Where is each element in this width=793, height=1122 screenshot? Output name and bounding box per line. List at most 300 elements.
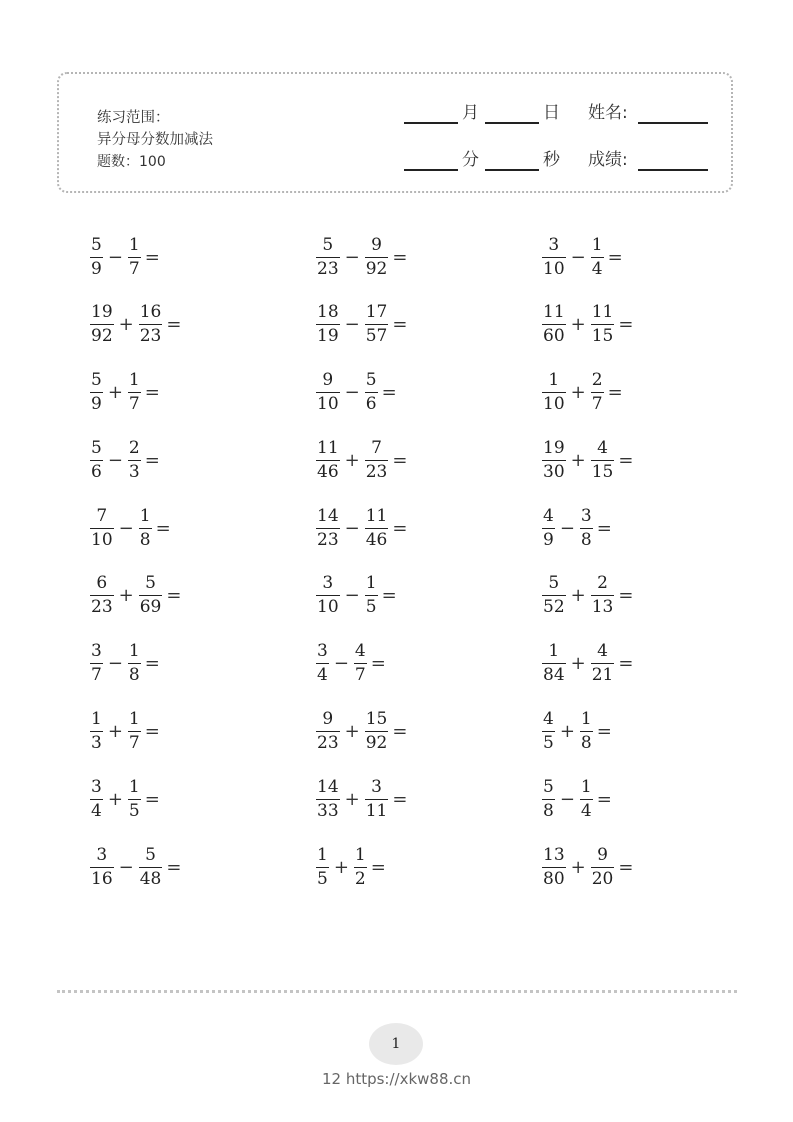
problem-row <box>90 368 768 436</box>
denominator: 8 <box>580 529 592 550</box>
denominator: 3 <box>91 733 102 754</box>
denominator: 5 <box>365 597 377 618</box>
fraction-b <box>365 574 378 617</box>
problem-item <box>90 842 316 892</box>
score-blank[interactable] <box>638 149 708 171</box>
denominator: 6 <box>91 461 102 482</box>
operator: + <box>570 449 586 471</box>
fraction-b <box>591 439 615 482</box>
minute-blank[interactable] <box>404 149 458 171</box>
denominator: 80 <box>543 868 565 889</box>
problem-item <box>542 774 768 824</box>
range-label: 练习范围： <box>97 110 170 126</box>
problem-item <box>542 571 768 621</box>
problem-item <box>316 232 542 282</box>
problem-row <box>90 435 768 503</box>
denominator: 23 <box>91 597 113 618</box>
denominator: 92 <box>365 258 388 279</box>
problem-grid <box>90 232 768 910</box>
numerator: 1 <box>365 573 377 594</box>
denominator: 7 <box>128 733 140 754</box>
denominator: 60 <box>543 326 565 347</box>
numerator: 19 <box>91 302 113 323</box>
operator: + <box>118 314 134 336</box>
operator: + <box>570 585 586 607</box>
denominator: 46 <box>317 461 339 482</box>
denominator: 4 <box>580 800 592 821</box>
fraction-b <box>128 439 141 482</box>
equals-sign: = <box>392 314 408 336</box>
fraction-a <box>542 303 566 346</box>
numerator: 3 <box>317 641 328 662</box>
fraction-b <box>128 710 141 753</box>
numerator: 14 <box>317 776 339 797</box>
month-label: 月 <box>462 103 479 123</box>
denominator: 23 <box>317 258 339 279</box>
problem-item <box>90 707 316 757</box>
numerator: 4 <box>543 709 554 730</box>
denominator: 6 <box>365 394 377 415</box>
equals-sign: = <box>166 314 182 336</box>
operator: + <box>570 856 586 878</box>
numerator: 1 <box>128 234 140 255</box>
denominator: 30 <box>543 461 565 482</box>
operator: − <box>344 585 360 607</box>
denominator: 21 <box>591 665 614 686</box>
denominator: 23 <box>365 461 388 482</box>
denominator: 8 <box>128 665 140 686</box>
numerator: 5 <box>91 437 102 458</box>
fraction-a <box>90 439 103 482</box>
numerator: 11 <box>317 437 339 458</box>
numerator: 4 <box>597 437 608 458</box>
operator: + <box>570 314 586 336</box>
numerator: 5 <box>145 844 156 865</box>
minute-label: 分 <box>462 150 479 170</box>
fraction-a <box>542 710 555 753</box>
fraction-a <box>542 507 555 550</box>
fraction-b <box>128 236 141 279</box>
numerator: 1 <box>580 776 592 797</box>
fraction-a <box>542 236 566 279</box>
equals-sign: = <box>596 517 612 539</box>
denominator: 3 <box>128 461 140 482</box>
numerator: 3 <box>91 641 102 662</box>
numerator: 17 <box>365 302 388 323</box>
numerator: 19 <box>543 437 565 458</box>
equals-sign: = <box>618 449 634 471</box>
denominator: 92 <box>91 326 113 347</box>
numerator: 5 <box>322 234 334 255</box>
denominator: 23 <box>317 733 339 754</box>
fraction-b <box>580 710 593 753</box>
problem-row <box>90 639 768 707</box>
month-blank[interactable] <box>404 102 458 124</box>
numerator: 1 <box>354 844 366 865</box>
problem-item <box>90 368 316 418</box>
denominator: 33 <box>317 800 339 821</box>
numerator: 11 <box>543 302 565 323</box>
fraction-b <box>591 846 615 889</box>
denominator: 15 <box>591 326 614 347</box>
problem-row <box>90 503 768 571</box>
denominator: 52 <box>543 597 565 618</box>
equals-sign: = <box>596 788 612 810</box>
numerator: 9 <box>322 709 334 730</box>
denominator: 4 <box>591 258 603 279</box>
denominator: 2 <box>354 868 366 889</box>
numerator: 1 <box>128 641 140 662</box>
operator: + <box>344 721 360 743</box>
fraction-a <box>90 574 114 617</box>
denominator: 5 <box>317 868 328 889</box>
numerator: 1 <box>91 709 102 730</box>
operator: + <box>570 382 586 404</box>
fraction-b <box>139 303 163 346</box>
equals-sign: = <box>370 653 386 675</box>
fraction-a <box>316 303 340 346</box>
numerator: 3 <box>91 776 102 797</box>
numerator: 14 <box>317 505 339 526</box>
numerator: 3 <box>371 776 382 797</box>
numerator: 1 <box>128 709 140 730</box>
denominator: 10 <box>317 394 339 415</box>
denominator: 15 <box>591 461 614 482</box>
equals-sign: = <box>618 314 634 336</box>
denominator: 9 <box>543 529 554 550</box>
denominator: 84 <box>543 665 565 686</box>
numerator: 1 <box>317 844 328 865</box>
problem-row <box>90 774 768 842</box>
equals-sign: = <box>144 788 160 810</box>
denominator: 7 <box>591 394 603 415</box>
operator: + <box>570 653 586 675</box>
equals-sign: = <box>155 517 171 539</box>
topic-title: 异分母分数加减法 <box>97 132 213 148</box>
operator: − <box>344 382 360 404</box>
problem-item <box>316 435 542 485</box>
numerator: 7 <box>96 505 108 526</box>
fraction-b <box>591 303 615 346</box>
operator: − <box>107 449 123 471</box>
operator: + <box>107 382 123 404</box>
problem-item <box>90 571 316 621</box>
equals-sign: = <box>144 246 160 268</box>
fraction-a <box>90 236 103 279</box>
denominator: 8 <box>580 733 592 754</box>
denominator: 10 <box>543 394 565 415</box>
problem-item <box>90 300 316 350</box>
equals-sign: = <box>392 246 408 268</box>
operator: + <box>559 721 575 743</box>
problem-item <box>90 774 316 824</box>
denominator: 10 <box>317 597 339 618</box>
numerator: 3 <box>96 844 108 865</box>
fraction-a <box>316 642 329 685</box>
denominator: 23 <box>139 326 162 347</box>
name-blank[interactable] <box>638 102 708 124</box>
equals-sign: = <box>144 382 160 404</box>
day-blank[interactable] <box>485 102 539 124</box>
numerator: 5 <box>91 234 102 255</box>
fraction-a <box>542 642 566 685</box>
operator: − <box>344 314 360 336</box>
equals-sign: = <box>618 585 634 607</box>
denominator: 57 <box>365 326 388 347</box>
denominator: 4 <box>91 800 102 821</box>
equals-sign: = <box>607 246 623 268</box>
equals-sign: = <box>144 653 160 675</box>
denominator: 7 <box>354 665 366 686</box>
fraction-b <box>354 846 367 889</box>
equals-sign: = <box>596 721 612 743</box>
numerator: 5 <box>91 370 102 391</box>
numerator: 9 <box>322 370 334 391</box>
denominator: 5 <box>543 733 554 754</box>
numerator: 2 <box>597 573 608 594</box>
fraction-a <box>316 507 340 550</box>
denominator: 23 <box>317 529 339 550</box>
date-name-row <box>404 98 724 124</box>
problem-row <box>90 232 768 300</box>
denominator: 46 <box>365 529 388 550</box>
problem-item <box>542 842 768 892</box>
operator: − <box>559 788 575 810</box>
operator: − <box>107 246 123 268</box>
numerator: 16 <box>139 302 162 323</box>
fraction-a <box>90 846 114 889</box>
second-label: 秒 <box>543 150 560 170</box>
numerator: 2 <box>591 370 603 391</box>
operator: + <box>344 788 360 810</box>
numerator: 6 <box>96 573 108 594</box>
fraction-a <box>90 303 114 346</box>
time-score-row <box>404 145 724 171</box>
fraction-b <box>139 846 163 889</box>
operator: − <box>570 246 586 268</box>
equals-sign: = <box>166 585 182 607</box>
equals-sign: = <box>607 382 623 404</box>
fraction-b <box>128 642 141 685</box>
equals-sign: = <box>618 856 634 878</box>
numerator: 11 <box>591 302 614 323</box>
numerator: 3 <box>548 234 560 255</box>
denominator: 20 <box>591 868 614 889</box>
operator: + <box>344 449 360 471</box>
operator: − <box>107 653 123 675</box>
fraction-b <box>365 778 389 821</box>
operator: + <box>107 721 123 743</box>
equals-sign: = <box>618 653 634 675</box>
numerator: 1 <box>548 370 560 391</box>
student-fields <box>404 98 724 192</box>
page-number-badge: 1 <box>369 1023 423 1065</box>
problem-row <box>90 300 768 368</box>
problem-item <box>542 435 768 485</box>
denominator: 4 <box>317 665 328 686</box>
fraction-b <box>365 439 389 482</box>
equals-sign: = <box>370 856 386 878</box>
fraction-a <box>316 236 340 279</box>
denominator: 9 <box>91 258 102 279</box>
numerator: 1 <box>128 776 140 797</box>
numerator: 2 <box>128 437 140 458</box>
fraction-a <box>316 371 340 414</box>
second-blank[interactable] <box>485 149 539 171</box>
denominator: 13 <box>591 597 614 618</box>
problem-item <box>316 842 542 892</box>
problem-item <box>316 571 542 621</box>
problem-item <box>90 639 316 689</box>
fraction-b <box>365 236 389 279</box>
fraction-a <box>316 710 340 753</box>
denominator: 7 <box>128 258 140 279</box>
problem-item <box>316 639 542 689</box>
denominator: 16 <box>91 868 113 889</box>
numerator: 4 <box>597 641 608 662</box>
numerator: 5 <box>548 573 560 594</box>
fraction-a <box>316 778 340 821</box>
operator: + <box>107 788 123 810</box>
problem-item <box>316 774 542 824</box>
problem-item <box>542 639 768 689</box>
equals-sign: = <box>392 721 408 743</box>
fraction-b <box>365 371 378 414</box>
fraction-a <box>542 778 555 821</box>
fraction-b <box>365 507 389 550</box>
fraction-a <box>90 778 103 821</box>
denominator: 8 <box>139 529 151 550</box>
denominator: 10 <box>91 529 113 550</box>
numerator: 1 <box>139 505 151 526</box>
numerator: 3 <box>580 505 592 526</box>
fraction-a <box>316 439 340 482</box>
numerator: 1 <box>591 234 603 255</box>
equals-sign: = <box>166 856 182 878</box>
numerator: 13 <box>543 844 565 865</box>
numerator: 9 <box>597 844 608 865</box>
operator: − <box>344 246 360 268</box>
fraction-b <box>591 574 615 617</box>
fraction-b <box>591 236 604 279</box>
fraction-b <box>128 778 141 821</box>
numerator: 3 <box>322 573 334 594</box>
denominator: 7 <box>91 665 102 686</box>
numerator: 9 <box>371 234 382 255</box>
denominator: 9 <box>91 394 102 415</box>
equals-sign: = <box>381 382 397 404</box>
problem-item <box>316 707 542 757</box>
operator: − <box>559 517 575 539</box>
fraction-b <box>139 574 163 617</box>
name-label: 姓名: <box>588 103 628 123</box>
numerator: 1 <box>548 641 560 662</box>
problem-item <box>316 503 542 553</box>
problem-item <box>316 300 542 350</box>
problem-item <box>542 368 768 418</box>
fraction-a <box>542 439 566 482</box>
fraction-a <box>542 846 566 889</box>
fraction-a <box>90 371 103 414</box>
day-label: 日 <box>543 103 560 123</box>
fraction-b <box>580 778 593 821</box>
numerator: 5 <box>145 573 156 594</box>
problem-row <box>90 571 768 639</box>
problem-item <box>542 707 768 757</box>
operator: + <box>333 856 349 878</box>
numerator: 4 <box>543 505 554 526</box>
problem-item <box>542 300 768 350</box>
fraction-b <box>128 371 141 414</box>
fraction-b <box>354 642 367 685</box>
footer-divider <box>57 990 737 993</box>
equals-sign: = <box>144 449 160 471</box>
fraction-b <box>139 507 152 550</box>
numerator: 7 <box>371 437 382 458</box>
fraction-b <box>591 371 604 414</box>
problem-item <box>316 368 542 418</box>
numerator: 1 <box>580 709 592 730</box>
score-label: 成绩: <box>588 150 628 170</box>
numerator: 1 <box>128 370 140 391</box>
operator: − <box>333 653 349 675</box>
numerator: 5 <box>543 776 554 797</box>
equals-sign: = <box>392 449 408 471</box>
operator: − <box>344 517 360 539</box>
equals-sign: = <box>392 788 408 810</box>
question-count: 题数：100 <box>97 154 166 170</box>
numerator: 4 <box>354 641 366 662</box>
denominator: 69 <box>139 597 162 618</box>
denominator: 48 <box>139 868 162 889</box>
watermark-text: 12 https://xkw88.cn <box>321 1070 472 1088</box>
fraction-b <box>591 642 615 685</box>
problem-item <box>90 435 316 485</box>
denominator: 8 <box>543 800 554 821</box>
fraction-a <box>90 642 103 685</box>
fraction-b <box>365 303 389 346</box>
fraction-a <box>542 371 566 414</box>
denominator: 19 <box>317 326 339 347</box>
problem-row <box>90 842 768 910</box>
equals-sign: = <box>144 721 160 743</box>
worksheet-header <box>57 72 733 193</box>
numerator: 5 <box>365 370 377 391</box>
problem-item <box>542 232 768 282</box>
worksheet-info <box>97 107 213 173</box>
operator: − <box>118 856 134 878</box>
problem-item <box>90 503 316 553</box>
denominator: 5 <box>128 800 140 821</box>
fraction-b <box>365 710 389 753</box>
denominator: 10 <box>543 258 565 279</box>
operator: + <box>118 585 134 607</box>
numerator: 11 <box>365 505 388 526</box>
fraction-b <box>580 507 593 550</box>
problem-item <box>542 503 768 553</box>
fraction-a <box>542 574 566 617</box>
fraction-a <box>90 507 114 550</box>
numerator: 15 <box>365 709 388 730</box>
equals-sign: = <box>381 585 397 607</box>
operator: − <box>118 517 134 539</box>
problem-row <box>90 707 768 775</box>
numerator: 18 <box>317 302 339 323</box>
denominator: 11 <box>365 800 388 821</box>
denominator: 92 <box>365 733 388 754</box>
fraction-a <box>316 574 340 617</box>
equals-sign: = <box>392 517 408 539</box>
